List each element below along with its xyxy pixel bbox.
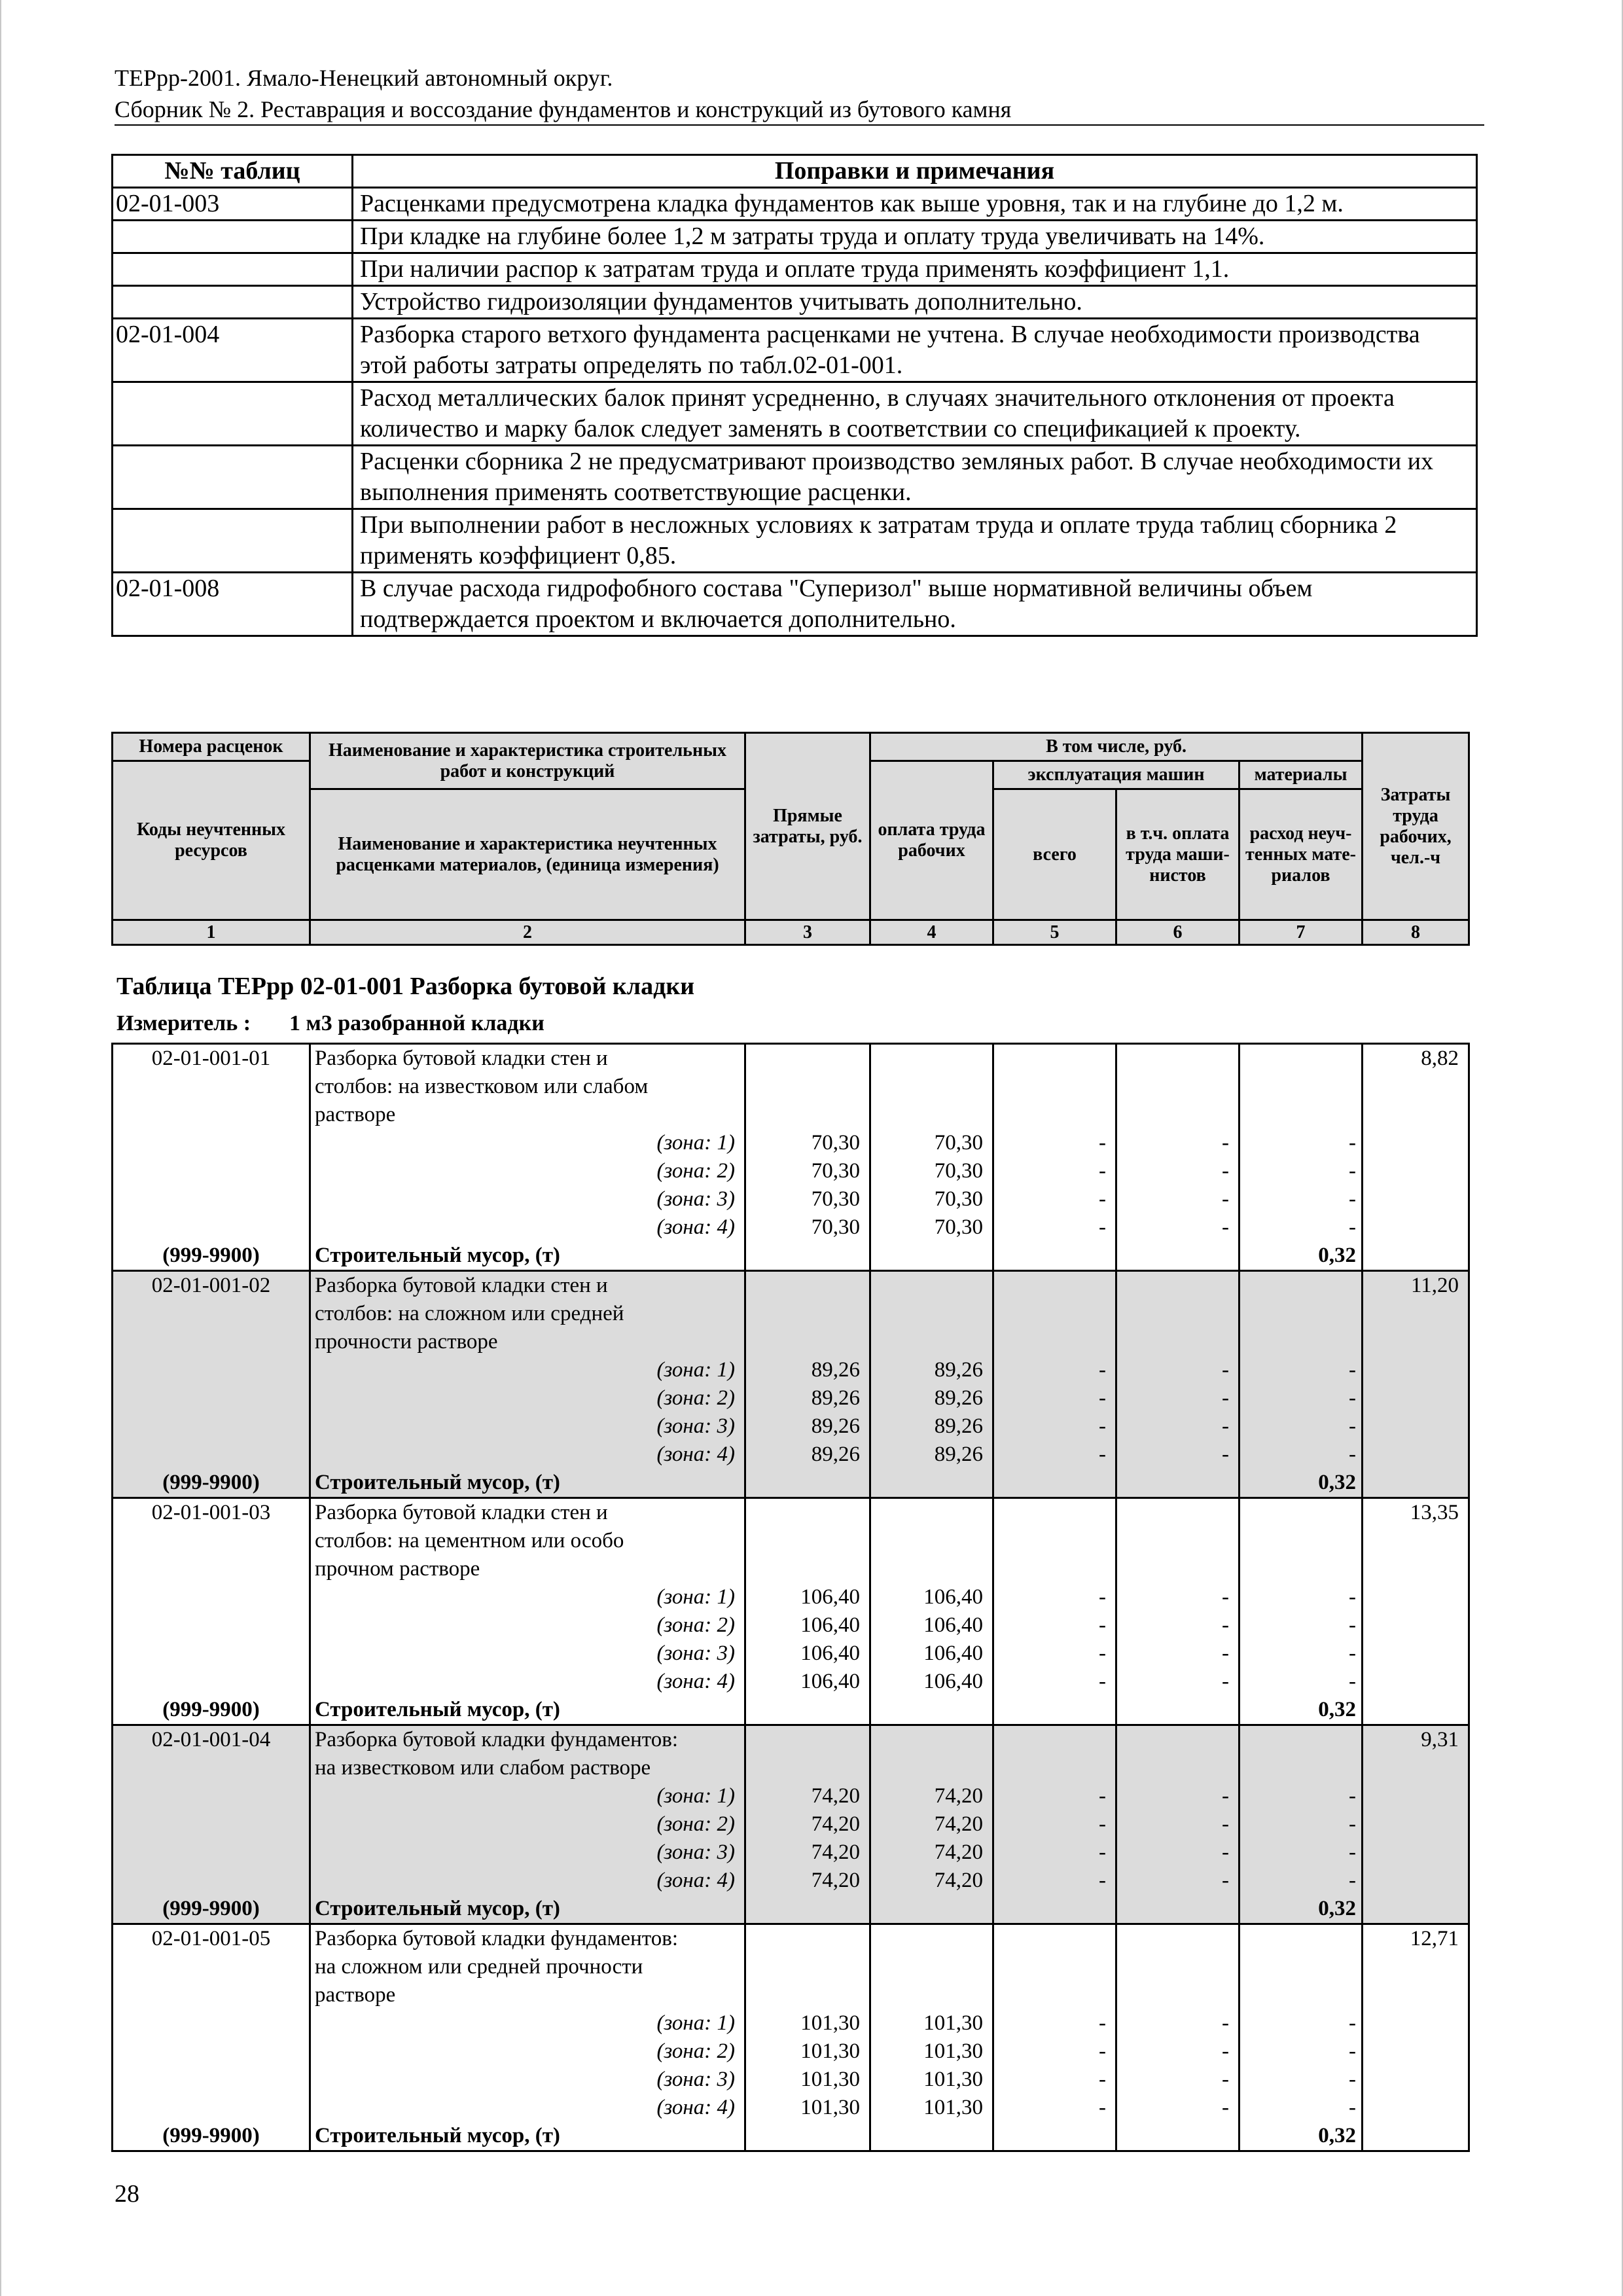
rate-code-cell — [113, 1498, 310, 1725]
resource-code: (999-9900) — [162, 1244, 260, 1267]
hdr-machines: эксплуатация машин — [993, 761, 1240, 789]
resource-code: (999-9900) — [162, 1471, 260, 1494]
direct-cost: 89,26 — [811, 1386, 860, 1410]
machinist-pay: - — [1222, 1358, 1229, 1382]
machinist-pay: - — [1222, 2096, 1229, 2119]
direct-cost-cell — [745, 1271, 870, 1498]
material-consumption: - — [1349, 2011, 1356, 2035]
material-consumption: - — [1349, 1131, 1356, 1155]
material-consumption: - — [1349, 1358, 1356, 1382]
labor-pay: 101,30 — [923, 2096, 983, 2119]
rate-name-cell — [310, 1044, 745, 1271]
material-consumption: - — [1349, 1670, 1356, 1693]
zone-label: (зона: 4) — [656, 1869, 735, 1892]
direct-cost: 106,40 — [800, 1613, 860, 1637]
running-header-subtitle: Сборник № 2. Реставрация и воссоздание фундаментов и конструкций из бутового камня — [115, 96, 1012, 122]
column-header-table — [111, 732, 1470, 946]
notes-note-text: Устройство гидроизоляции фундаментов учитывать дополнительно. — [353, 286, 1477, 319]
machines-total: - — [1099, 1414, 1106, 1438]
rate-name-line: Разборка бутовой кладки фундаментов: — [315, 1728, 679, 1751]
direct-cost: 70,30 — [811, 1215, 860, 1239]
resource-code: (999-9900) — [162, 1698, 260, 1721]
machines-total: - — [1099, 1386, 1106, 1410]
zone-label: (зона: 1) — [656, 1131, 735, 1155]
machines-total: - — [1099, 1358, 1106, 1382]
notes-row — [113, 286, 1477, 319]
zone-label: (зона: 3) — [656, 1840, 735, 1864]
machinist-pay: - — [1222, 1585, 1229, 1609]
material-consumption: - — [1349, 1443, 1356, 1466]
zone-label: (зона: 3) — [656, 1414, 735, 1438]
labor-pay-cell — [870, 1271, 993, 1498]
notes-note-text: Расход металлических балок принят усредненно, в случаях значительного отклонения от проекта количество и марку балок следует заменять в соответствии со спецификацией к проекту. — [353, 382, 1477, 446]
machinist-pay: - — [1222, 1414, 1229, 1438]
hdr-including: В том числе, руб. — [870, 733, 1363, 761]
notes-row — [113, 221, 1477, 253]
column-number: 1 — [113, 920, 310, 945]
direct-cost: 70,30 — [811, 1159, 860, 1183]
machinist-pay: - — [1222, 1386, 1229, 1410]
direct-cost: 101,30 — [800, 2011, 860, 2035]
rates-table — [111, 1043, 1470, 2152]
material-consumption: - — [1349, 1414, 1356, 1438]
direct-cost: 101,30 — [800, 2096, 860, 2119]
material-consumption: - — [1349, 1784, 1356, 1808]
labor-pay: 106,40 — [923, 1641, 983, 1665]
labor-pay: 74,20 — [934, 1812, 983, 1836]
machinist-pay: - — [1222, 1443, 1229, 1466]
zone-label: (зона: 2) — [656, 1159, 735, 1183]
labor-pay: 70,30 — [934, 1215, 983, 1239]
labor-pay: 101,30 — [923, 2039, 983, 2063]
machinist-pay: - — [1222, 1812, 1229, 1836]
labor-hours: 9,31 — [1421, 1728, 1459, 1751]
material-consumption: - — [1349, 2068, 1356, 2091]
rate-name-line: прочности растворе — [315, 1330, 498, 1354]
material-consumption: - — [1349, 1613, 1356, 1637]
machinist-pay: - — [1222, 1187, 1229, 1211]
notes-col-tables: №№ таблиц — [113, 155, 353, 188]
machines-total: - — [1099, 1131, 1106, 1155]
machines-total-cell — [993, 1725, 1116, 1924]
hdr-materials: материалы — [1240, 761, 1363, 789]
direct-cost: 89,26 — [811, 1414, 860, 1438]
machinist-pay-cell — [1116, 1924, 1240, 2151]
machines-total-cell — [993, 1271, 1116, 1498]
notes-table-code — [113, 446, 353, 509]
machines-total: - — [1099, 2068, 1106, 2091]
direct-cost: 89,26 — [811, 1358, 860, 1382]
direct-cost: 106,40 — [800, 1585, 860, 1609]
notes-note-text: При выполнении работ в несложных условиях к затратам труда и оплате труда таблиц сборника 2 применять коэффициент 0,85. — [353, 509, 1477, 573]
rate-name-line: на сложном или средней прочности — [315, 1955, 643, 1979]
notes-table-code: 02-01-003 — [113, 188, 353, 221]
notes-table — [111, 154, 1478, 637]
rate-name-line: Разборка бутовой кладки стен и — [315, 1501, 608, 1524]
machinist-pay: - — [1222, 1641, 1229, 1665]
labor-pay: 89,26 — [934, 1443, 983, 1466]
material-consumption: - — [1349, 1840, 1356, 1864]
direct-cost-cell — [745, 1725, 870, 1924]
rate-name-cell — [310, 1725, 745, 1924]
notes-row — [113, 319, 1477, 382]
zone-label: (зона: 4) — [656, 1670, 735, 1693]
machinist-pay-cell — [1116, 1044, 1240, 1271]
labor-pay-cell — [870, 1924, 993, 2151]
column-number: 4 — [870, 920, 993, 945]
notes-row — [113, 509, 1477, 573]
direct-cost: 101,30 — [800, 2039, 860, 2063]
notes-row — [113, 446, 1477, 509]
rate-row — [113, 1271, 1469, 1498]
hdr-machines-total: всего — [993, 789, 1116, 920]
direct-cost: 74,20 — [811, 1812, 860, 1836]
machinist-pay: - — [1222, 1840, 1229, 1864]
rate-name-cell — [310, 1271, 745, 1498]
notes-row — [113, 382, 1477, 446]
zone-label: (зона: 3) — [656, 1187, 735, 1211]
resource-name: Строительный мусор, (т) — [315, 1471, 560, 1494]
machines-total: - — [1099, 1187, 1106, 1211]
rate-code-cell — [113, 1725, 310, 1924]
machines-total: - — [1099, 1784, 1106, 1808]
labor-pay: 70,30 — [934, 1131, 983, 1155]
rate-name-line: столбов: на известковом или слабом — [315, 1075, 649, 1098]
rate-name-line: столбов: на цементном или особо — [315, 1529, 624, 1552]
hdr-material-consumption: расход неуч-тенных мате-риалов — [1240, 789, 1363, 920]
material-consumption-cell — [1240, 1725, 1363, 1924]
column-number: 7 — [1240, 920, 1363, 945]
machinist-pay: - — [1222, 1613, 1229, 1637]
notes-table-code — [113, 509, 353, 573]
resource-quantity: 0,32 — [1318, 1698, 1356, 1721]
notes-note-text: В случае расхода гидрофобного состава "Суперизол" выше нормативной величины объем подтверждается проектом и включается дополнительно. — [353, 573, 1477, 636]
running-header-title: ТЕРрр-2001. Ямало-Ненецкий автономный округ. — [115, 65, 613, 91]
material-consumption: - — [1349, 1585, 1356, 1609]
labor-hours: 8,82 — [1421, 1047, 1459, 1070]
machinist-pay-cell — [1116, 1271, 1240, 1498]
material-consumption-cell — [1240, 1498, 1363, 1725]
direct-cost: 74,20 — [811, 1784, 860, 1808]
hdr-direct-costs: Прямые затраты, руб. — [745, 733, 870, 920]
direct-cost-cell — [745, 1498, 870, 1725]
labor-hours-cell — [1363, 1044, 1469, 1271]
material-consumption: - — [1349, 2096, 1356, 2119]
labor-pay-cell — [870, 1044, 993, 1271]
resource-quantity: 0,32 — [1318, 1244, 1356, 1267]
labor-pay: 74,20 — [934, 1840, 983, 1864]
resource-name: Строительный мусор, (т) — [315, 1244, 560, 1267]
direct-cost-cell — [745, 1924, 870, 2151]
notes-table-code: 02-01-008 — [113, 573, 353, 636]
labor-pay-cell — [870, 1725, 993, 1924]
direct-cost: 89,26 — [811, 1443, 860, 1466]
machines-total: - — [1099, 1840, 1106, 1864]
labor-pay: 89,26 — [934, 1358, 983, 1382]
zone-label: (зона: 2) — [656, 2039, 735, 2063]
machinist-pay-cell — [1116, 1498, 1240, 1725]
machines-total: - — [1099, 1443, 1106, 1466]
labor-hours: 12,71 — [1410, 1927, 1459, 1950]
machines-total: - — [1099, 1585, 1106, 1609]
zone-label: (зона: 2) — [656, 1613, 735, 1637]
zone-label: (зона: 3) — [656, 1641, 735, 1665]
machinist-pay: - — [1222, 1131, 1229, 1155]
rate-name-cell — [310, 1924, 745, 2151]
machines-total: - — [1099, 1670, 1106, 1693]
page-number: 28 — [115, 2180, 139, 2208]
material-consumption: - — [1349, 1187, 1356, 1211]
column-number: 3 — [745, 920, 870, 945]
notes-col-notes: Поправки и примечания — [353, 155, 1477, 188]
column-number: 8 — [1363, 920, 1469, 945]
labor-pay: 89,26 — [934, 1386, 983, 1410]
header-rule — [115, 124, 1484, 126]
rate-code: 02-01-001-05 — [151, 1927, 271, 1950]
labor-hours-cell — [1363, 1924, 1469, 2151]
resource-code: (999-9900) — [162, 2124, 260, 2147]
material-consumption: - — [1349, 2039, 1356, 2063]
rate-name-line: Разборка бутовой кладки фундаментов: — [315, 1927, 679, 1950]
rate-row — [113, 1044, 1469, 1271]
notes-note-text: Расценками предусмотрена кладка фундаментов как выше уровня, так и на глубине до 1,2 м. — [353, 188, 1477, 221]
notes-row — [113, 573, 1477, 636]
notes-table-code — [113, 253, 353, 286]
rate-name-line: Разборка бутовой кладки стен и — [315, 1047, 608, 1070]
notes-table-code — [113, 286, 353, 319]
direct-cost-cell — [745, 1044, 870, 1271]
section-title: Таблица ТЕРрр 02-01-001 Разборка бутовой кладки — [116, 973, 695, 1000]
resource-quantity: 0,32 — [1318, 2124, 1356, 2147]
hdr-labor-hours: Затраты труда рабочих, чел.-ч — [1363, 733, 1469, 920]
material-consumption: - — [1349, 1869, 1356, 1892]
labor-pay-cell — [870, 1498, 993, 1725]
material-consumption: - — [1349, 1386, 1356, 1410]
labor-pay: 74,20 — [934, 1869, 983, 1892]
labor-hours-cell — [1363, 1725, 1469, 1924]
machinist-pay: - — [1222, 2039, 1229, 2063]
machinist-pay: - — [1222, 2068, 1229, 2091]
hdr-resource-codes: Коды неучтенных ресурсов — [113, 761, 310, 920]
machinist-pay-cell — [1116, 1725, 1240, 1924]
rate-name-line: растворе — [315, 1103, 396, 1126]
notes-row — [113, 188, 1477, 221]
rate-code-cell — [113, 1924, 310, 2151]
rate-code: 02-01-001-03 — [151, 1501, 271, 1524]
notes-row — [113, 253, 1477, 286]
rate-name-line: Разборка бутовой кладки стен и — [315, 1274, 608, 1297]
rate-name-line: на известковом или слабом растворе — [315, 1756, 651, 1780]
rate-code: 02-01-001-04 — [151, 1728, 271, 1751]
rate-row — [113, 1924, 1469, 2151]
labor-hours-cell — [1363, 1498, 1469, 1725]
notes-table-code — [113, 221, 353, 253]
labor-pay: 70,30 — [934, 1187, 983, 1211]
resource-quantity: 0,32 — [1318, 1471, 1356, 1494]
machines-total-cell — [993, 1498, 1116, 1725]
resource-name: Строительный мусор, (т) — [315, 2124, 560, 2147]
machinist-pay: - — [1222, 1869, 1229, 1892]
machines-total: - — [1099, 2096, 1106, 2119]
machines-total: - — [1099, 2011, 1106, 2035]
notes-table-code: 02-01-004 — [113, 319, 353, 382]
material-consumption: - — [1349, 1215, 1356, 1239]
hdr-work-name: Наименование и характеристика строительных работ и конструкций — [310, 733, 745, 789]
rate-code: 02-01-001-01 — [151, 1047, 271, 1070]
material-consumption-cell — [1240, 1924, 1363, 2151]
hdr-rate-numbers: Номера расценок — [113, 733, 310, 761]
section-meter — [116, 1011, 544, 1036]
labor-pay: 101,30 — [923, 2068, 983, 2091]
zone-label: (зона: 1) — [656, 1585, 735, 1609]
notes-note-text: При наличии распор к затратам труда и оплате труда применять коэффициент 1,1. — [353, 253, 1477, 286]
labor-pay: 106,40 — [923, 1585, 983, 1609]
column-number: 2 — [310, 920, 745, 945]
zone-label: (зона: 2) — [656, 1386, 735, 1410]
meter-label: Измеритель : — [116, 1011, 251, 1035]
labor-pay: 70,30 — [934, 1159, 983, 1183]
resource-name: Строительный мусор, (т) — [315, 1897, 560, 1920]
machines-total: - — [1099, 2039, 1106, 2063]
notes-table-code — [113, 382, 353, 446]
rate-code-cell — [113, 1044, 310, 1271]
machines-total-cell — [993, 1044, 1116, 1271]
resource-quantity: 0,32 — [1318, 1897, 1356, 1920]
labor-hours: 13,35 — [1410, 1501, 1459, 1524]
machinist-pay: - — [1222, 1215, 1229, 1239]
resource-code: (999-9900) — [162, 1897, 260, 1920]
machines-total: - — [1099, 1812, 1106, 1836]
notes-note-text: Расценки сборника 2 не предусматривают производство земляных работ. В случае необходимости их выполнения применять соответствующие расценки. — [353, 446, 1477, 509]
zone-label: (зона: 4) — [656, 1215, 735, 1239]
column-number: 5 — [993, 920, 1116, 945]
rate-code-cell — [113, 1271, 310, 1498]
zone-label: (зона: 4) — [656, 2096, 735, 2119]
column-number: 6 — [1116, 920, 1240, 945]
machines-total: - — [1099, 1215, 1106, 1239]
material-consumption: - — [1349, 1812, 1356, 1836]
direct-cost: 74,20 — [811, 1869, 860, 1892]
rate-name-line: прочном растворе — [315, 1557, 480, 1581]
zone-label: (зона: 3) — [656, 2068, 735, 2091]
machines-total: - — [1099, 1641, 1106, 1665]
machines-total: - — [1099, 1159, 1106, 1183]
resource-name: Строительный мусор, (т) — [315, 1698, 560, 1721]
zone-label: (зона: 1) — [656, 2011, 735, 2035]
machines-total-cell — [993, 1924, 1116, 2151]
machinist-pay: - — [1222, 1159, 1229, 1183]
direct-cost: 106,40 — [800, 1641, 860, 1665]
material-consumption-cell — [1240, 1271, 1363, 1498]
labor-pay: 89,26 — [934, 1414, 983, 1438]
rate-code: 02-01-001-02 — [151, 1274, 271, 1297]
zone-label: (зона: 4) — [656, 1443, 735, 1466]
machines-total: - — [1099, 1869, 1106, 1892]
zone-label: (зона: 1) — [656, 1784, 735, 1808]
direct-cost: 74,20 — [811, 1840, 860, 1864]
machinist-pay: - — [1222, 2011, 1229, 2035]
zone-label: (зона: 2) — [656, 1812, 735, 1836]
material-consumption-cell — [1240, 1044, 1363, 1271]
direct-cost: 101,30 — [800, 2068, 860, 2091]
material-consumption: - — [1349, 1641, 1356, 1665]
labor-hours-cell — [1363, 1271, 1469, 1498]
machines-total: - — [1099, 1613, 1106, 1637]
labor-pay: 106,40 — [923, 1670, 983, 1693]
meter-value: 1 м3 разобранной кладки — [289, 1011, 544, 1035]
machinist-pay: - — [1222, 1784, 1229, 1808]
rate-name-cell — [310, 1498, 745, 1725]
zone-label: (зона: 1) — [656, 1358, 735, 1382]
direct-cost: 106,40 — [800, 1670, 860, 1693]
notes-note-text: При кладке на глубине более 1,2 м затраты труда и оплату труда увеличивать на 14%. — [353, 221, 1477, 253]
rate-name-line: столбов: на сложном или средней — [315, 1302, 624, 1325]
labor-pay: 101,30 — [923, 2011, 983, 2035]
direct-cost: 70,30 — [811, 1187, 860, 1211]
labor-pay: 106,40 — [923, 1613, 983, 1637]
machinist-pay: - — [1222, 1670, 1229, 1693]
rate-name-line: растворе — [315, 1983, 396, 2007]
hdr-machinist-pay: в т.ч. оплата труда маши-нистов — [1116, 789, 1240, 920]
rate-row — [113, 1498, 1469, 1725]
notes-note-text: Разборка старого ветхого фундамента расценками не учтена. В случае необходимости производства этой работы затраты определять по табл.02-01-001. — [353, 319, 1477, 382]
material-consumption: - — [1349, 1159, 1356, 1183]
hdr-material-name: Наименование и характеристика неучтенных расценками материалов, (единица измерения) — [310, 789, 745, 920]
labor-hours: 11,20 — [1410, 1274, 1459, 1297]
hdr-labor-pay: оплата труда рабочих — [870, 761, 993, 920]
direct-cost: 70,30 — [811, 1131, 860, 1155]
labor-pay: 74,20 — [934, 1784, 983, 1808]
rate-row — [113, 1725, 1469, 1924]
